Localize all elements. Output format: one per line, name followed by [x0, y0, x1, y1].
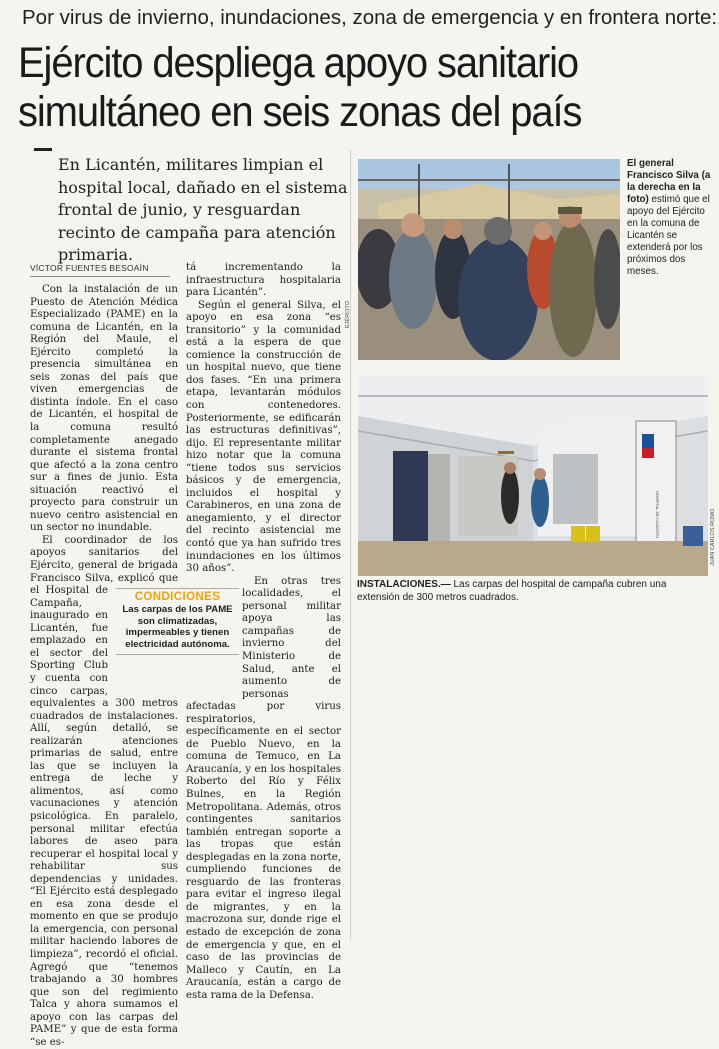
headline: Ejército despliega apoyo sanitario simultáneo en seis zonas del país: [18, 39, 582, 136]
hospital-sign-text: HOSPITAL DE LICANTÉN: [655, 491, 660, 538]
photo-general-silva: [358, 159, 620, 360]
sidebar-box-rule: [116, 654, 239, 655]
paragraph-text: El coordinador de los apoyos sanitarios del Ejército, general de brigada Francisco Silva, explicó que el Hospital de Campaña, inaugurado en Licantén, fue emplazado en el sector del Sporting Club y cuenta con cinco carpas, equivalentes a 300 metros cuadrados de instalaciones. Allí, según detalló, se realizarán atenciones primarias de salud, entre las que se incluyen la entrega de leche y alimentos, así como vacunaciones y atención psicológica. En paralelo, personal militar efectúa labores de aseo para recuperar el hospital local y rehabilitar sus dependencias y unidades. “El Ejército está desplegado en esa zona desde el momento en que se produjo la emergencia, con personal militar haciendo labores de limpieza”, recordó el oficial. Agregó que “tenemos trabajando a 30 hombres que son del regimiento Talca y ahora sumamos el apoyo con las carpas del PAME” y que de esta forma “se es-: [30, 534, 178, 1048]
kicker: Por virus de invierno, inundaciones, zona de emergencia y en frontera norte:: [22, 6, 718, 29]
paragraph: Según el general Silva, el apoyo en esa zona “es transitorio” y la comunidad está a la espera de que comience la construcción de un hospital nuevo, que tiene dos fases. “En una primera etapa, levantarán módulos con contenedores. Posteriormente, se edificarán las estructuras definitivas”, dijo. El representante militar hizo notar que la comuna “tiene todos sus servicios básicos y de emergencia, incluidos el hospital y Carabineros, en una zona de anegamiento, y el director del recinto asistencial me contó que ya han sufrido tres inundaciones en los últimos 30 años”.: [186, 299, 341, 575]
deck: En Licantén, militares limpian el hospital local, dañado en el sistema frontal de junio, y resguardan recinto de campaña para atención primaria.: [58, 155, 348, 264]
column-divider: [350, 150, 351, 940]
paragraph: Con la instalación de un Puesto de Atención Médica Especializado (PAME) en la comuna de Licantén, en la Región del Maule, el Ejército completó la presencia simultánea en seis zonas del país que viven emergencias de distinta índole. En el caso de Licantén, el hospital de la comuna resultó completamente anegado durante el sistema frontal que afectó a la zona centro sur a fines de junio. Esta situación reactivó el proyecto para construir un nuevo centro asistencial en un sector no inundable.: [30, 284, 178, 534]
photo-field-hospital: [358, 376, 708, 576]
byline-rule: [30, 276, 170, 277]
sidebar-box-text: Las carpas de los PAME son climatizadas, impermeables y tienen electricidad autónoma.: [122, 604, 233, 650]
photo-caption: [357, 579, 711, 604]
paragraph: En otras tres localidades, el personal militar apoya las campañas de invierno del Ministerio de Salud, ante el aumento de personas afectadas por virus respiratorios, específicamente en el sector de Pueblo Nuevo, en la comuna de Temuco, en La Araucanía, y en los hospitales Roberto del Río y Félix Bulnes, en la Región Metropolitana. Además, otros contingentes sanitarios también entregan soporte a las tropas que están desplegadas en la zona norte, cumpliendo funciones de resguardo de las fronteras para evitar el ingreso ilegal de migrantes, y en la macrozona sur, donde rige el estado de excepción de zona de emergencia y que, en el caso de las provincias de Malleco y Cautín, en La Araucanía, están a cargo de esta rama de la Defensa.: [186, 575, 341, 1001]
article-column-1: [30, 284, 178, 1049]
photo-caption: [627, 158, 713, 278]
deck-rule: [34, 148, 52, 151]
caption-bold: El general Francisco Silva (a la derecha en la foto): [627, 158, 711, 205]
paragraph: tá incrementando la infraestructura hospitalaria para Licantén”.: [186, 262, 341, 299]
caption-text: Las carpas del hospital de campaña cubren una extensión de 300 metros cuadrados.: [357, 579, 667, 603]
photo-credit: JUAN CARLOS ROMO: [710, 508, 716, 566]
caption-text: estimó que el apoyo del Ejército en la comuna de Licantén se extenderá por los próximos dos meses.: [627, 194, 710, 277]
sidebar-box: [116, 588, 239, 655]
byline: VÍCTOR FUENTES BESOAÍN: [30, 263, 149, 273]
photo-credit: EJÉRCITO: [345, 300, 351, 328]
caption-label: INSTALACIONES.—: [357, 579, 451, 590]
sidebar-box-title: CONDICIONES: [116, 588, 239, 603]
